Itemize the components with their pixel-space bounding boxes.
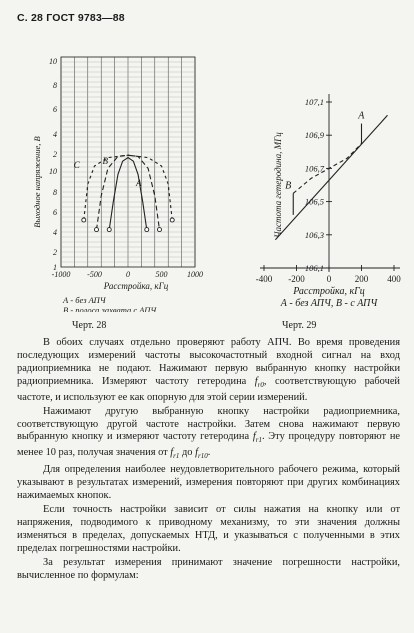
figure-28 xyxy=(17,42,222,312)
y-tick-label: 106,1 xyxy=(304,263,324,273)
y-tick-label: 106,3 xyxy=(304,229,324,240)
curve-label-b: В xyxy=(102,156,109,166)
legend-entry: А - без АПЧ, В - с АПЧ xyxy=(280,298,378,309)
y-tick-label: 107,1 xyxy=(304,97,324,107)
caption-fig29: Черт. 29 xyxy=(282,320,317,331)
paragraph-5: За результат измерения принимают значение погрешности настройки, вычисленное по формулам: xyxy=(17,556,400,581)
paragraph-3: Для определения наиболее неудовлетворительного рабочего режима, который указывают в результатах измерений, измерения повторяют при других комбинациях нажимаемых кнопок. xyxy=(17,464,400,502)
curve-endpoint xyxy=(170,218,174,222)
legend-entry: В - полоса захвата с АПЧ xyxy=(63,305,157,312)
y-tick-label: 6 xyxy=(53,105,57,114)
figure-29-chart xyxy=(212,80,407,315)
y-tick-label: 2 xyxy=(53,248,57,257)
curve-endpoint xyxy=(95,228,99,232)
figure-28-chart xyxy=(17,42,222,312)
curve-label-a: А xyxy=(358,110,365,122)
paragraph-2: Нажимают другую выбранную кнопку настройки радиоприемника, соответствующую другой частоте настройки. Затем снова нажимают первую выбранную кнопку и измеряют частоту гетеродина $f_{r1}$. Эту процедуру повторяют не менее 10 раз, получая значения от $f_{r1}$ до $f_{r10}$. xyxy=(17,405,400,461)
x-tick-label: 400 xyxy=(387,274,401,284)
legend-entry: А - без АПЧ xyxy=(63,295,106,305)
symbol-f-r0: $f_{r0}$ xyxy=(254,375,264,389)
paragraph-4: Если точность настройки зависит от силы нажатия на кнопку или от напряжения, подводимого к приводному механизму, то эти значения должны изменяться в пределах, допускаемых НТД, и указываться с полученными в этих пределах погрешностями настройки. xyxy=(17,504,400,554)
paragraph-1: В обоих случаях отдельно проверяют работу АПЧ. Во время проведения последующих измерений частоты высокочастотный входной сигнал на вход радиоприемника не подают. Нажимают первую выбранную кнопку настройки радиоприемника. Измеряют частоту гетеродина $f_{r0}$, соответствующую рабочей частоте, и используют ее как опорную для этой серии измерений. xyxy=(17,337,400,403)
y-tick-label: 8 xyxy=(53,188,57,197)
y-axis-label: Частота гетеродина, МГц xyxy=(273,132,283,238)
y-tick-label: 6 xyxy=(53,208,57,217)
x-tick-label: -200 xyxy=(288,274,305,284)
x-tick-label: 0 xyxy=(326,274,332,284)
line-a xyxy=(275,115,387,240)
x-axis-label: Расстройка, кГц xyxy=(103,281,169,291)
x-tick-label: 200 xyxy=(354,274,369,284)
x-tick-label: 500 xyxy=(155,270,168,279)
x-tick-label: 0 xyxy=(126,270,130,279)
x-tick-label: -1000 xyxy=(51,270,71,279)
curve-label-a: А xyxy=(136,178,142,188)
symbol-f-r1: $f_{r1}$ xyxy=(252,431,262,445)
y-tick-label: 106,7 xyxy=(304,163,324,174)
x-axis-label: Расстройка, кГц xyxy=(293,286,365,297)
y-tick-label: 106,9 xyxy=(304,130,324,141)
y-tick-label: 8 xyxy=(53,81,57,90)
symbol-f-r1: $f_{r1}$ xyxy=(170,447,180,461)
symbol-f-r10: $f_{r10}$ xyxy=(195,447,208,461)
curve-label-b: В xyxy=(285,180,292,192)
curve-endpoint xyxy=(145,228,149,232)
page-header: С. 28 ГОСТ 9783—88 xyxy=(17,12,125,24)
curve-label-c: С xyxy=(73,160,80,170)
y-tick-label: 1 xyxy=(53,263,57,272)
x-tick-label: -400 xyxy=(255,274,273,284)
x-tick-label: 1000 xyxy=(187,270,203,279)
y-tick-label: 10 xyxy=(49,57,57,66)
y-tick-label: 2 xyxy=(53,150,57,159)
caption-fig28: Черт. 28 xyxy=(72,320,107,331)
figure-29 xyxy=(212,80,407,315)
y-tick-label: 106,5 xyxy=(304,196,324,207)
y-tick-label: 4 xyxy=(53,228,57,237)
curve-endpoint xyxy=(107,228,111,232)
x-tick-label: -500 xyxy=(87,270,102,279)
curve-endpoint xyxy=(82,218,86,222)
curve-endpoint xyxy=(157,228,161,232)
y-tick-label: 4 xyxy=(53,130,57,139)
y-tick-label: 10 xyxy=(49,167,57,176)
body-text xyxy=(17,337,400,583)
y-axis-label: Выходное напряжение, В xyxy=(32,136,42,228)
